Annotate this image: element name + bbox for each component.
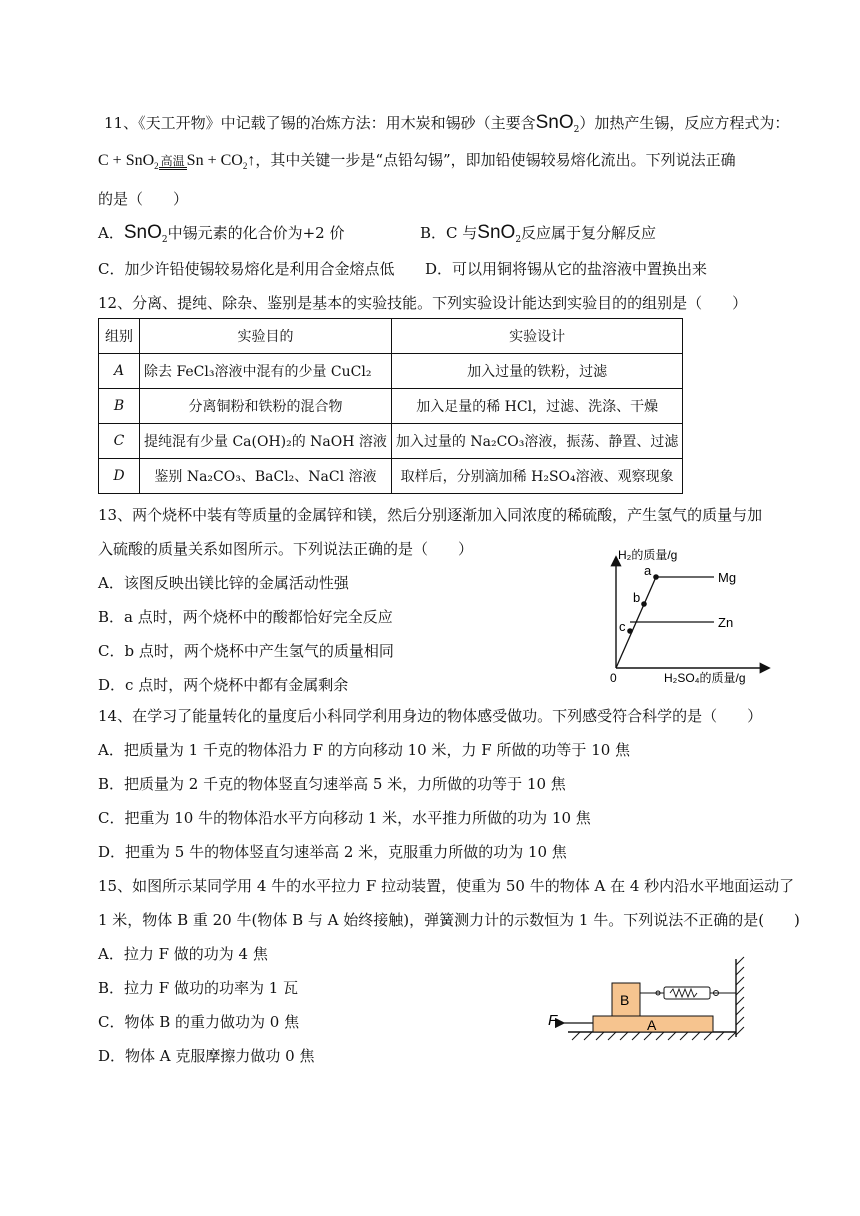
q13-option-b[interactable]: B．a 点时，两个烧杯中的酸都恰好完全反应 xyxy=(98,608,393,626)
q11-option-d[interactable]: D．可以用铜将锡从它的盐溶液中置换出来 xyxy=(425,260,708,278)
q14-stem: 14、在学习了能量转化的量度后小科同学利用身边的物体感受做功。下列感受符合科学的是（ ） xyxy=(98,707,763,725)
q11-option-b[interactable] xyxy=(420,223,656,250)
q11-option-b-text: 反应属于复分解反应 xyxy=(521,224,657,242)
table-row[interactable] xyxy=(99,424,683,459)
equation-left: C + SnO xyxy=(98,152,155,169)
row-design: 加入足量的稀 HCl，过滤、洗涤、干燥 xyxy=(391,389,682,424)
q11-line1-text-b: ）加热产生锡，反应方程式为： xyxy=(579,114,790,132)
series-mg-label: Mg xyxy=(718,570,737,585)
equation xyxy=(98,152,256,172)
pulley-spring-diagram xyxy=(540,955,750,1050)
equation-condition: 高温 xyxy=(159,151,187,171)
q11-option-b-prefix: B．C 与 xyxy=(420,224,478,242)
h2-mass-graph xyxy=(596,540,772,690)
q15-option-b[interactable]: B．拉力 F 做功的功率为 1 瓦 xyxy=(98,979,299,997)
q11-line3: 的是（ ） xyxy=(98,190,189,208)
q11-option-a-prefix: A． xyxy=(98,224,124,242)
q11-option-c[interactable]: C．加少许铅使锡较易熔化是利用合金熔点低 xyxy=(98,260,395,278)
point-a-label: a xyxy=(644,563,652,578)
origin-label: 0 xyxy=(610,671,617,685)
experiment-table xyxy=(98,318,683,494)
q11-line2 xyxy=(98,150,736,176)
row-purpose: 除去 FeCl₃溶液中混有的少量 CuCl₂ xyxy=(140,354,392,389)
spring-scale xyxy=(664,987,710,999)
q15-option-a[interactable]: A．拉力 F 做的功为 4 焦 xyxy=(98,945,268,963)
q11-option-a-text: 中锡元素的化合价为+2 价 xyxy=(167,224,345,242)
q14-option-a[interactable]: A．把质量为 1 千克的物体沿力 F 的方向移动 10 米，力 F 所做的功等于 10 焦 xyxy=(98,741,631,759)
sno2-formula: SnO xyxy=(123,222,162,243)
sno2-subscript: 2 xyxy=(573,125,580,135)
row-design: 取样后，分别滴加稀 H₂SO₄溶液、观察现象 xyxy=(391,459,682,494)
q11-line1-text-a: 11、《天工开物》中记载了锡的冶炼方法：用木炭和锡砂（主要含 xyxy=(104,114,536,132)
equation-sub-right: 2 xyxy=(242,161,248,172)
series-zn-label: Zn xyxy=(718,615,734,630)
equation-right: Sn + CO xyxy=(186,152,243,169)
row-group: D xyxy=(99,459,140,494)
point-a-marker xyxy=(653,574,659,580)
x-axis-label: H₂SO₄的质量/g xyxy=(664,671,746,685)
sno2-formula: SnO xyxy=(477,222,516,243)
q12-stem: 12、分离、提纯、除杂、鉴别是基本的实验技能。下列实验设计能达到实验目的的组别是（ ） xyxy=(98,294,748,312)
row-purpose: 鉴别 Na₂CO₃、BaCl₂、NaCl 溶液 xyxy=(140,459,392,494)
point-c-label: c xyxy=(619,619,626,634)
row-group: B xyxy=(99,389,140,424)
block-a-label: A xyxy=(647,1017,657,1033)
table-header-row xyxy=(99,319,683,354)
q13-option-a[interactable]: A．该图反映出镁比锌的金属活动性强 xyxy=(98,574,349,592)
ground-hatch xyxy=(572,1032,736,1040)
q11-line2-text: ，其中关键一步是“点铅勾锡”，即加铅使锡较易熔化流出。下列说法正确 xyxy=(255,151,736,169)
y-axis-label: H₂的质量/g xyxy=(618,548,678,562)
q13-option-c[interactable]: C．b 点时，两个烧杯中产生氢气的质量相同 xyxy=(98,642,394,660)
sno2-formula: SnO xyxy=(535,112,574,133)
q15-option-c[interactable]: C．物体 B 的重力做功为 0 焦 xyxy=(98,1013,300,1031)
header-purpose: 实验目的 xyxy=(140,319,392,354)
row-purpose: 分离铜粉和铁粉的混合物 xyxy=(140,389,392,424)
q13-line2: 入硫酸的质量关系如图所示。下列说法正确的是（ ） xyxy=(98,540,474,558)
wall-hatch xyxy=(736,957,744,1035)
row-group: A xyxy=(99,354,140,389)
row-purpose: 提纯混有少量 Ca(OH)₂的 NaOH 溶液 xyxy=(140,424,392,459)
q13-option-d[interactable]: D．c 点时，两个烧杯中都有金属剩余 xyxy=(98,676,349,694)
sno2-subscript: 2 xyxy=(161,235,168,245)
q13-line1: 13、两个烧杯中装有等质量的金属锌和镁，然后分别逐渐加入同浓度的稀硫酸，产生氢气的质量与加 xyxy=(98,506,763,524)
table-row[interactable] xyxy=(99,389,683,424)
row-design: 加入过量的铁粉，过滤 xyxy=(391,354,682,389)
q11-option-a[interactable] xyxy=(98,223,345,250)
q15-option-d[interactable]: D．物体 A 克服摩擦力做功 0 焦 xyxy=(98,1047,315,1065)
block-b-label: B xyxy=(620,992,630,1008)
q14-option-b[interactable]: B．把质量为 2 千克的物体竖直匀速举高 5 米，力所做的功等于 10 焦 xyxy=(98,775,566,793)
point-b-marker xyxy=(641,601,647,607)
table-row[interactable] xyxy=(99,459,683,494)
q14-option-c[interactable]: C．把重为 10 牛的物体沿水平方向移动 1 米，水平推力所做的功为 10 焦 xyxy=(98,809,591,827)
header-design: 实验设计 xyxy=(391,319,682,354)
gas-arrow: ↑ xyxy=(247,152,256,169)
sno2-subscript: 2 xyxy=(515,235,522,245)
equation-sub-left: 2 xyxy=(154,161,159,172)
header-group: 组别 xyxy=(99,319,140,354)
row-group: C xyxy=(99,424,140,459)
table-row[interactable] xyxy=(99,354,683,389)
point-b-label: b xyxy=(633,590,641,605)
q11-line1 xyxy=(104,113,789,140)
force-f-label: F xyxy=(548,1012,558,1029)
q14-option-d[interactable]: D．把重为 5 牛的物体竖直匀速举高 2 米，克服重力所做的功为 10 焦 xyxy=(98,843,567,861)
row-design: 加入过量的 Na₂CO₃溶液，振荡、静置、过滤 xyxy=(391,424,682,459)
point-c-marker xyxy=(627,628,633,634)
q15-line1: 15、如图所示某同学用 4 牛的水平拉力 F 拉动装置，使重为 50 牛的物体 A 在 4 秒内沿水平地面运动了 xyxy=(98,877,795,895)
q15-line2: 1 米，物体 B 重 20 牛(物体 B 与 A 始终接触)，弹簧测力计的示数恒为 1 牛。下列说法不正确的是( ) xyxy=(98,911,800,929)
